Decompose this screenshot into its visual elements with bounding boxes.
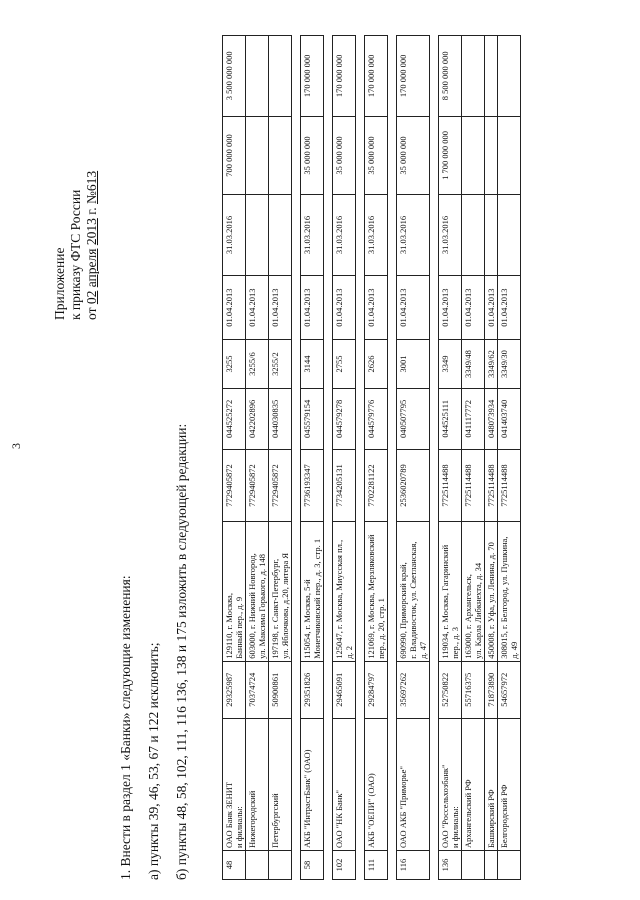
cell-agg: 170 000 000 (397, 36, 430, 117)
cell-name: АКБ "ОЕПИ" (ОАО) (365, 718, 388, 850)
cell-date: 01.04.2013 (246, 275, 269, 340)
cell-exp: 31.03.2016 (301, 195, 324, 276)
cell-date: 01.04.2013 (462, 275, 485, 340)
cell-date: 01.04.2013 (365, 275, 388, 340)
cell-name: ОАО "Россельхозбанк" и филиалы: (439, 718, 462, 850)
cell-bik: 044579278 (333, 388, 356, 449)
cell-n: 116 (397, 850, 430, 879)
table-row (333, 36, 356, 880)
cell-exp (462, 195, 485, 276)
cell-agg (269, 36, 292, 117)
cell-lic: 3001 (397, 340, 430, 388)
cell-code: 55716375 (462, 661, 485, 718)
cell-addr: 450008, г. Уфа, ул. Ленина, д. 70 (485, 522, 498, 662)
header-line1: Приложение (52, 247, 67, 320)
cell-lic: 3255 (223, 340, 246, 388)
cell-inn: 7725114488 (498, 449, 521, 521)
cell-date: 01.04.2013 (498, 275, 521, 340)
cell-sum (462, 116, 485, 194)
cell-code: 29325987 (223, 661, 246, 718)
cell-lic: 3255/2 (269, 340, 292, 388)
cell-sum (269, 116, 292, 194)
cell-code: 71873890 (485, 661, 498, 718)
cell-date: 01.04.2013 (223, 275, 246, 340)
cell-bik: 048073934 (485, 388, 498, 449)
cell-bik: 044525111 (439, 388, 462, 449)
cell-agg (485, 36, 498, 117)
cell-agg (498, 36, 521, 117)
cell-code: 70374724 (246, 661, 269, 718)
cell-sum (246, 116, 269, 194)
cell-inn: 7729405872 (223, 449, 246, 521)
cell-name: Белгородский РФ (498, 718, 521, 850)
cell-agg (246, 36, 269, 117)
cell-lic: 3349/48 (462, 340, 485, 388)
cell-exp: 31.03.2016 (333, 195, 356, 276)
cell-code: 29284797 (365, 661, 388, 718)
cell-agg (462, 36, 485, 117)
cell-sum: 700 000 000 (223, 116, 246, 194)
cell-sum: 1 700 000 000 (439, 116, 462, 194)
cell-date: 01.04.2013 (439, 275, 462, 340)
cell-agg: 3 500 000 000 (223, 36, 246, 117)
banks-table (222, 35, 521, 880)
cell-addr: 163000, г. Архангельск, ул. Карла Либкнехта, д. 34 (462, 522, 485, 662)
cell-bik: 045579154 (301, 388, 324, 449)
cell-bik: 044525272 (223, 388, 246, 449)
cell-addr: 308015, г. Белгород, ул. Пушкина, д. 49 (498, 522, 521, 662)
cell-n (246, 850, 269, 879)
cell-lic: 3144 (301, 340, 324, 388)
row-gap (388, 36, 397, 880)
cell-inn: 2536020789 (397, 449, 430, 521)
cell-code: 29465091 (333, 661, 356, 718)
cell-name: Нижегородский (246, 718, 269, 850)
table-row (246, 36, 269, 880)
cell-n: 111 (365, 850, 388, 879)
cell-addr: 129110, г. Москва, Банный пер., д. 9 (223, 522, 246, 662)
cell-name: ОАО АКБ "Приморье" (397, 718, 430, 850)
table-row (462, 36, 485, 880)
cell-lic: 2755 (333, 340, 356, 388)
cell-sum (485, 116, 498, 194)
cell-n: 136 (439, 850, 462, 879)
cell-agg: 8 500 000 000 (439, 36, 462, 117)
cell-exp: 31.03.2016 (439, 195, 462, 276)
page-number: 3 (9, 443, 23, 449)
cell-agg: 170 000 000 (301, 36, 324, 117)
cell-bik: 041403740 (498, 388, 521, 449)
cell-date: 01.04.2013 (397, 275, 430, 340)
cell-name: ОАО "НК Банк" (333, 718, 356, 850)
cell-date: 01.04.2013 (269, 275, 292, 340)
instruction-a: а) пункты 39, 46, 53, 67 и 122 исключить; (146, 642, 161, 880)
cell-exp (485, 195, 498, 276)
cell-bik: 041117772 (462, 388, 485, 449)
table-row (485, 36, 498, 880)
cell-exp (269, 195, 292, 276)
table-row (439, 36, 462, 880)
cell-n (462, 850, 485, 879)
cell-bik: 044030835 (269, 388, 292, 449)
cell-addr: 690990, Приморский край, г. Владивосток, ул. Светланская, д. 47 (397, 522, 430, 662)
cell-n (485, 850, 498, 879)
cell-sum: 35 000 000 (333, 116, 356, 194)
cell-addr: 125047, г. Москва, Миусская пл., д. 2 (333, 522, 356, 662)
cell-date: 01.04.2013 (485, 275, 498, 340)
rotated-content (0, 20, 620, 900)
cell-code: 29351826 (301, 661, 324, 718)
cell-agg: 170 000 000 (365, 36, 388, 117)
cell-n: 102 (333, 850, 356, 879)
cell-bik: 040507795 (397, 388, 430, 449)
cell-inn: 7725114488 (485, 449, 498, 521)
cell-addr: 119034, г. Москва, Гагаринский пер., д. 3 (439, 522, 462, 662)
table-row (269, 36, 292, 880)
cell-inn: 7734205131 (333, 449, 356, 521)
cell-code: 54657972 (498, 661, 521, 718)
cell-sum: 35 000 000 (397, 116, 430, 194)
cell-bik: 044579776 (365, 388, 388, 449)
cell-addr: 115054, г. Москва, 5-й Монетчиковский пер., д. 3, стр. 1 (301, 522, 324, 662)
row-gap (292, 36, 301, 880)
table-row (301, 36, 324, 880)
cell-exp (246, 195, 269, 276)
cell-n (269, 850, 292, 879)
row-gap (356, 36, 365, 880)
cell-inn: 7725114488 (439, 449, 462, 521)
cell-agg: 170 000 000 (333, 36, 356, 117)
table-row (223, 36, 246, 880)
cell-inn: 7702281122 (365, 449, 388, 521)
cell-exp (498, 195, 521, 276)
cell-exp: 31.03.2016 (223, 195, 246, 276)
cell-n: 48 (223, 850, 246, 879)
cell-date: 01.04.2013 (333, 275, 356, 340)
cell-addr: 121069, г. Москва, Мерзляковский пер., д. 20, стр. 1 (365, 522, 388, 662)
cell-sum: 35 000 000 (365, 116, 388, 194)
cell-sum (498, 116, 521, 194)
cell-lic: 3349 (439, 340, 462, 388)
cell-addr: 197198, г. Санкт-Петербург, ул. Яблочкова, д.20, литера Я (269, 522, 292, 662)
cell-n (498, 850, 521, 879)
header-line2: к приказу ФТС России (68, 189, 83, 320)
cell-name: Петербургский (269, 718, 292, 850)
cell-lic: 3255/6 (246, 340, 269, 388)
cell-inn: 7736193347 (301, 449, 324, 521)
cell-sum: 35 000 000 (301, 116, 324, 194)
cell-name: АКБ "ИнтрастБанк" (ОАО) (301, 718, 324, 850)
table-row (365, 36, 388, 880)
table-row (397, 36, 430, 880)
header-line3: от 02 апреля 2013 г. №613 (84, 170, 99, 320)
cell-bik: 042202896 (246, 388, 269, 449)
cell-lic: 3349/30 (498, 340, 521, 388)
cell-n: 58 (301, 850, 324, 879)
appendix-header (52, 60, 100, 320)
row-gap (324, 36, 333, 880)
cell-name: Архангельский РФ (462, 718, 485, 850)
cell-name: Башкирский РФ (485, 718, 498, 850)
cell-inn: 7725114488 (462, 449, 485, 521)
cell-name: ОАО Банк ЗЕНИТ и филиалы: (223, 718, 246, 850)
cell-inn: 7729405872 (246, 449, 269, 521)
table-row (498, 36, 521, 880)
row-gap (430, 36, 439, 880)
instruction-b: б) пункты 48, 58, 102, 111, 116 136, 138 и 175 изложить в следующей редакции: (174, 423, 189, 880)
cell-code: 50900861 (269, 661, 292, 718)
cell-exp: 31.03.2016 (397, 195, 430, 276)
cell-code: 52750822 (439, 661, 462, 718)
cell-exp: 31.03.2016 (365, 195, 388, 276)
cell-inn: 7729405872 (269, 449, 292, 521)
cell-lic: 3349/62 (485, 340, 498, 388)
cell-addr: 603000, г. Нижний Новгород, ул. Максима Горького, д. 148 (246, 522, 269, 662)
cell-lic: 2626 (365, 340, 388, 388)
instruction-1: 1. Внести в раздел 1 «Банки» следующие изменения: (118, 575, 133, 880)
cell-code: 35697262 (397, 661, 430, 718)
cell-date: 01.04.2013 (301, 275, 324, 340)
